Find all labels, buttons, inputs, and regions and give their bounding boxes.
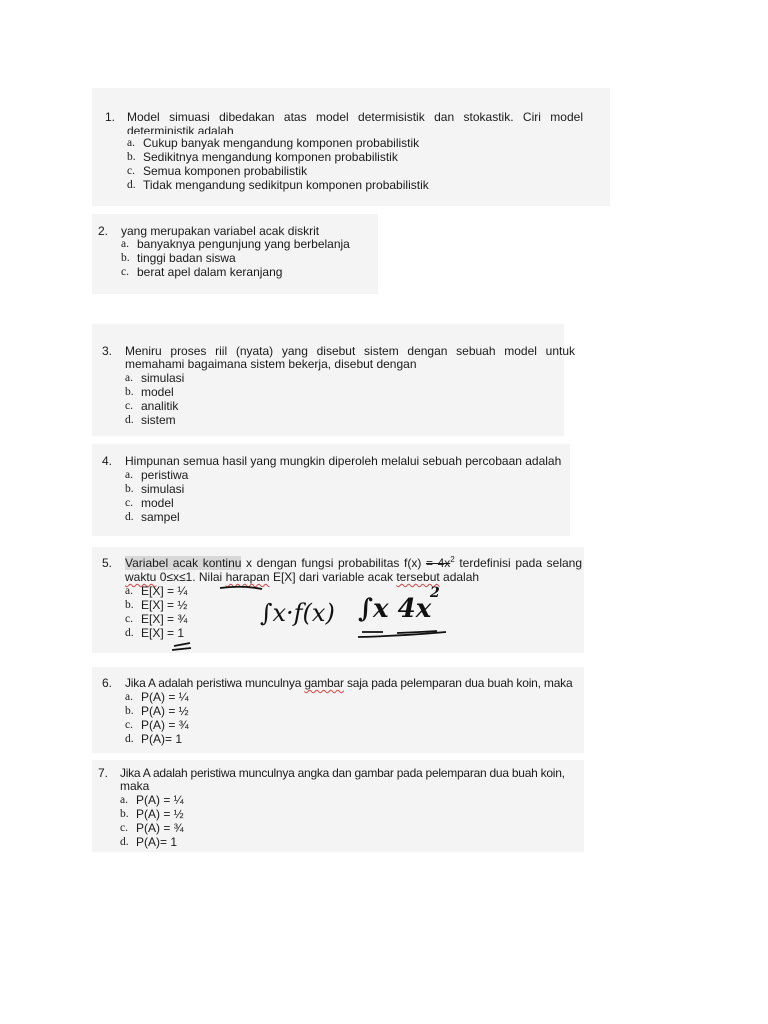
question-text: Model simuasi dibedakan atas model determisistik dan stokastik. Ciri model xyxy=(127,110,583,124)
question-text: Himpunan semua hasil yang mungkin diperoleh melalui sebuah percobaan adalah xyxy=(125,454,562,468)
question-number: 3. xyxy=(102,344,113,358)
question-4-stem xyxy=(102,455,570,468)
handwritten-marks xyxy=(92,547,584,653)
question-number: 4. xyxy=(102,454,113,468)
question-text-continued: memahami bagaimana sistem bekerja, disebut dengan xyxy=(125,357,417,371)
highlighted-text: Variabel acak kontinu xyxy=(125,556,242,570)
handwritten-exponent: 2 xyxy=(430,585,440,601)
question-text: Jika A adalah peristiwa munculnya angka dan gambar pada pelemparan dua buah koin, xyxy=(120,766,565,780)
question-3-block: 3. Meniru proses riil (nyata) yang disebut sistem dengan sebuah model untuk memahami bagaimana sistem bekerja, disebut dengan a. simulasi b. model c. analitik d. sistem xyxy=(92,324,564,436)
question-number: 1. xyxy=(105,110,116,124)
question-text-continued: waktu 0≤x≤1. Nilai harapan E[X] dari variable acak tersebut adalah xyxy=(125,570,480,584)
pen-underline-stroke xyxy=(220,587,262,589)
pen-underline-stroke xyxy=(172,648,191,650)
handwritten-integral-right: ∫x 4x xyxy=(358,594,432,624)
question-number: 6. xyxy=(102,676,113,690)
question-1-block: 1. Model simuasi dibedakan atas model determisistik dan stokastik. Ciri model deterministik adalah a. Cukup banyak mengandung komponen probabilistik b. Sedikitnya mengandung komponen probabilistik c. Semua komponen probabilistik d. Tidak mengandung sedikitpun komponen probabilistik xyxy=(92,88,610,206)
question-6-stem xyxy=(102,677,584,690)
question-7-stem xyxy=(98,767,584,780)
question-text: Variabel acak kontinu x dengan fungsi probabilitas $f(x) = 4x^2$ terdefinisi pada selang xyxy=(125,555,583,570)
pen-underline-stroke xyxy=(174,643,190,646)
question-5-block: 5. Variabel acak kontinu x dengan fungsi probabilitas $f(x) = 4x^2$ terdefinisi pada selang waktu 0≤x≤1. Nilai harapan E[X] dari variable acak tersebut adalah a. E[X] = ¼ b. E[X] = ½ c. E[X] = ¾ d. E[X] = 1 ∫x·f(x) ∫x 4x 2 xyxy=(92,547,584,653)
question-1-stem xyxy=(105,111,583,124)
question-text: Meniru proses riil (nyata) yang disebut sistem dengan sebuah model untuk xyxy=(125,344,575,358)
question-6-block: 6. Jika A adalah peristiwa munculnya gambar saja pada pelemparan dua buah koin, maka a. P(A) = ¼ b. P(A) = ½ c. P(A) = ¾ d. P(A)= 1 xyxy=(92,667,584,753)
question-2-block: 2. yang merupakan variabel acak diskrit a. banyaknya pengunjung yang berbelanja b. tinggi badan siswa c. berat apel dalam keranjang xyxy=(92,214,378,294)
question-number: 7. xyxy=(98,766,109,780)
question-7-block: 7. Jika A adalah peristiwa munculnya angka dan gambar pada pelemparan dua buah koin, maka a. P(A) = ¼ b. P(A) = ½ c. P(A) = ¾ d. P(A)= 1 xyxy=(92,760,584,852)
question-4-block: 4. Himpunan semua hasil yang mungkin diperoleh melalui sebuah percobaan adalah a. peristiwa b. simulasi c. model d. sampel xyxy=(92,444,570,536)
question-number: 2. xyxy=(98,224,109,238)
question-number: 5. xyxy=(102,556,113,570)
question-text-continued: deterministik adalah xyxy=(127,125,234,134)
question-text: Jika A adalah peristiwa munculnya gambar saja pada pelemparan dua buah koin, maka xyxy=(125,676,573,690)
question-text-continued: maka xyxy=(120,779,150,793)
question-text: yang merupakan variabel acak diskrit xyxy=(121,224,320,238)
handwritten-integral-left: ∫x·f(x) xyxy=(260,599,335,627)
